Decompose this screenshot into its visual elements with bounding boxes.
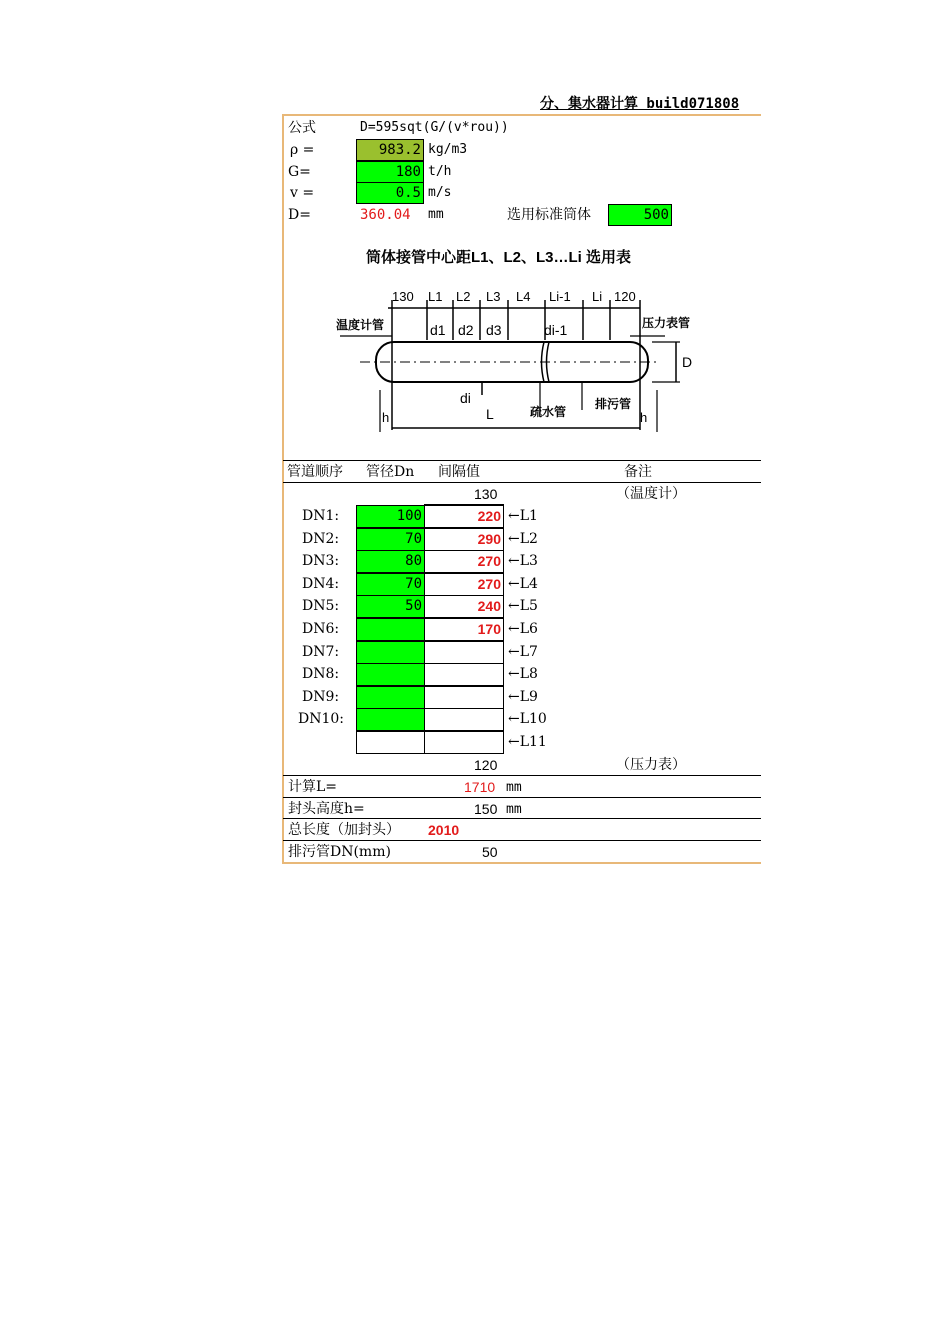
- dim-130: 130: [392, 289, 414, 304]
- dim-l1: L1: [428, 289, 443, 304]
- row-length-ref: ←L6: [508, 621, 538, 637]
- row-name: DN10:: [298, 711, 345, 727]
- row-interval-value: [424, 686, 504, 709]
- row-interval-value: 170: [424, 618, 504, 641]
- rho-label: ρ =: [290, 142, 315, 158]
- label-thermometer-pipe: 温度计管: [336, 318, 385, 332]
- row-name: DN6:: [302, 621, 340, 637]
- flow-unit: t/h: [428, 164, 452, 179]
- label-d1: d1: [430, 322, 446, 338]
- row-length-ref: ←L1: [508, 508, 538, 524]
- header-interval: 间隔值: [438, 464, 480, 480]
- row-interval-value: 240: [424, 595, 504, 618]
- dim-l2: L2: [456, 289, 471, 304]
- rho-input[interactable]: 983.2: [356, 139, 424, 161]
- formula-expression: D=595sqt(G/(v*rou)): [360, 120, 509, 135]
- label-pressure-gauge-pipe: 压力表管: [642, 316, 691, 330]
- label-drain-pipe: 疏水管: [530, 405, 567, 419]
- drain-dn-value: 50: [482, 844, 498, 860]
- row-interval-value: [424, 731, 504, 754]
- calc-length-value: 1710: [464, 779, 496, 795]
- row-length-ref: ←L11: [508, 734, 547, 750]
- row-name: DN9:: [302, 689, 340, 705]
- standard-body-label: 选用标准筒体: [507, 207, 591, 223]
- head-height-unit: mm: [506, 802, 522, 817]
- total-length-value: 2010: [428, 822, 460, 838]
- label-di-1: di-1: [544, 322, 568, 338]
- label-diameter-d: D: [682, 354, 693, 370]
- row-dn-input[interactable]: 50: [356, 595, 425, 618]
- velocity-unit: m/s: [428, 185, 452, 200]
- velocity-label: v =: [290, 185, 315, 201]
- dim-l3: L3: [486, 289, 501, 304]
- row-dn-input[interactable]: [356, 731, 425, 754]
- row-dn-input[interactable]: [356, 663, 425, 686]
- label-h-left: h: [382, 410, 390, 425]
- label-d3: d3: [486, 322, 502, 338]
- row-length-ref: ←L9: [508, 689, 538, 705]
- flow-input[interactable]: 180: [356, 161, 424, 183]
- label-d2: d2: [458, 322, 474, 338]
- label-h-right: h: [640, 410, 648, 425]
- row-name: DN4:: [302, 576, 340, 592]
- row-length-ref: ←L10: [508, 711, 547, 727]
- row-interval-value: [424, 708, 504, 731]
- row-name: DN2:: [302, 531, 340, 547]
- row-length-ref: ←L2: [508, 531, 538, 547]
- row-interval-value: 290: [424, 528, 504, 551]
- row-length-ref: ←L7: [508, 644, 538, 660]
- header-pipe-order: 管道顺序: [287, 464, 343, 480]
- top-interval-value: 130: [474, 486, 498, 502]
- row-dn-input[interactable]: [356, 708, 425, 731]
- standard-body-input[interactable]: 500: [608, 204, 672, 226]
- dim-li-1: Li-1: [549, 289, 571, 304]
- diameter-value: 360.04: [360, 207, 411, 223]
- bottom-remark: （压力表）: [616, 757, 686, 773]
- head-height-value: 150: [474, 801, 498, 817]
- diagram-heading: 筒体接管中心距L1、L2、L3…Li 选用表: [366, 249, 632, 266]
- drain-dn-label: 排污管DN(mm): [288, 844, 391, 860]
- diameter-label: D=: [288, 207, 311, 223]
- row-interval-value: 270: [424, 573, 504, 596]
- row-dn-input[interactable]: 100: [356, 505, 425, 528]
- row-name: DN5:: [302, 598, 340, 614]
- row-dn-input[interactable]: [356, 641, 425, 664]
- top-remark: （温度计）: [616, 486, 686, 502]
- velocity-input[interactable]: 0.5: [356, 182, 424, 204]
- row-dn-input[interactable]: 70: [356, 573, 425, 596]
- row-interval-value: [424, 663, 504, 686]
- row-length-ref: ←L4: [508, 576, 538, 592]
- row-name: DN1:: [302, 508, 340, 524]
- row-dn-input[interactable]: 70: [356, 528, 425, 551]
- calc-length-label: 计算L=: [288, 779, 338, 795]
- row-name: DN7:: [302, 644, 340, 660]
- row-interval-value: [424, 641, 504, 664]
- formula-label: 公式: [288, 120, 316, 136]
- row-dn-input[interactable]: 80: [356, 550, 425, 573]
- row-name: DN3:: [302, 553, 340, 569]
- label-di: di: [460, 390, 471, 406]
- calc-length-unit: mm: [506, 780, 522, 795]
- diameter-unit: mm: [428, 207, 444, 222]
- total-length-label: 总长度（加封头）: [288, 822, 400, 838]
- dim-l4: L4: [516, 289, 531, 304]
- row-length-ref: ←L8: [508, 666, 538, 682]
- rho-unit: kg/m3: [428, 142, 468, 157]
- label-blowdown-pipe: 排污管: [595, 397, 632, 411]
- row-dn-input[interactable]: [356, 618, 425, 641]
- row-dn-input[interactable]: [356, 686, 425, 709]
- head-height-label: 封头高度h=: [288, 801, 365, 817]
- header-remark: 备注: [624, 464, 652, 480]
- row-interval-value: 220: [424, 505, 504, 528]
- row-interval-value: 270: [424, 550, 504, 573]
- bottom-interval-value: 120: [474, 757, 498, 773]
- sheet-title: 分、集水器计算 build071808: [540, 96, 740, 112]
- dim-li: Li: [592, 289, 603, 304]
- row-length-ref: ←L3: [508, 553, 538, 569]
- header-pipe-diagram: [330, 240, 710, 455]
- row-name: DN8:: [302, 666, 340, 682]
- dim-120: 120: [614, 289, 636, 304]
- label-length-l: L: [486, 406, 494, 422]
- row-length-ref: ←L5: [508, 598, 538, 614]
- flow-label: G=: [288, 164, 311, 180]
- header-pipe-dn: 管径Dn: [366, 464, 415, 480]
